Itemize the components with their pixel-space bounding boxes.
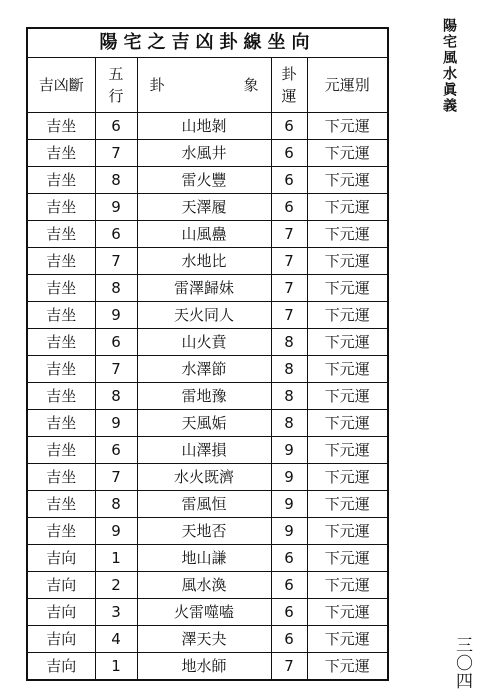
header-judgment: 吉凶斷: [27, 58, 95, 113]
cell-judgment: 吉坐: [27, 464, 95, 491]
cell-era: 下元運: [307, 518, 388, 545]
cell-period: 9: [271, 437, 307, 464]
cell-judgment: 吉坐: [27, 275, 95, 302]
cell-element: 1: [95, 545, 137, 572]
cell-element: 7: [95, 140, 137, 167]
cell-hexagram: 雷火豐: [137, 167, 271, 194]
cell-judgment: 吉坐: [27, 491, 95, 518]
cell-period: 6: [271, 113, 307, 140]
cell-hexagram: 天地否: [137, 518, 271, 545]
cell-period: 6: [271, 140, 307, 167]
cell-era: 下元運: [307, 329, 388, 356]
cell-judgment: 吉坐: [27, 437, 95, 464]
cell-period: 6: [271, 599, 307, 626]
cell-element: 8: [95, 491, 137, 518]
header-element: [95, 58, 137, 113]
table-row: [27, 491, 388, 518]
table-row: [27, 248, 388, 275]
cell-hexagram: 山澤損: [137, 437, 271, 464]
cell-period: 6: [271, 194, 307, 221]
cell-judgment: 吉坐: [27, 356, 95, 383]
cell-hexagram: 水澤節: [137, 356, 271, 383]
cell-period: 7: [271, 275, 307, 302]
header-hexagram-char-1: 卦: [149, 76, 165, 94]
cell-judgment: 吉向: [27, 626, 95, 653]
cell-era: 下元運: [307, 545, 388, 572]
cell-element: 9: [95, 410, 137, 437]
cell-period: 6: [271, 545, 307, 572]
cell-hexagram: 天澤履: [137, 194, 271, 221]
table-title: 陽宅之吉凶卦線坐向: [27, 28, 388, 58]
cell-hexagram: 雷地豫: [137, 383, 271, 410]
cell-hexagram: 水風井: [137, 140, 271, 167]
table-row: [27, 221, 388, 248]
header-element-char-1: 五: [108, 65, 124, 83]
cell-era: 下元運: [307, 626, 388, 653]
cell-judgment: 吉坐: [27, 221, 95, 248]
cell-judgment: 吉坐: [27, 383, 95, 410]
cell-era: 下元運: [307, 248, 388, 275]
cell-judgment: 吉向: [27, 599, 95, 626]
header-element-char-2: 行: [108, 87, 124, 105]
cell-judgment: 吉坐: [27, 194, 95, 221]
header-hexagram: [137, 58, 271, 113]
table-title-row: [27, 28, 388, 58]
cell-era: 下元運: [307, 599, 388, 626]
header-period-char-2: 運: [281, 87, 297, 105]
cell-period: 9: [271, 518, 307, 545]
cell-era: 下元運: [307, 167, 388, 194]
cell-period: 7: [271, 302, 307, 329]
cell-element: 3: [95, 599, 137, 626]
cell-hexagram: 山地剝: [137, 113, 271, 140]
cell-hexagram: 地水師: [137, 653, 271, 681]
table-row: [27, 545, 388, 572]
cell-judgment: 吉坐: [27, 410, 95, 437]
cell-period: 7: [271, 653, 307, 681]
cell-hexagram: 山火賁: [137, 329, 271, 356]
cell-era: 下元運: [307, 437, 388, 464]
header-period-char-1: 卦: [281, 65, 297, 83]
cell-judgment: 吉坐: [27, 518, 95, 545]
cell-era: 下元運: [307, 464, 388, 491]
cell-element: 1: [95, 653, 137, 681]
cell-era: 下元運: [307, 113, 388, 140]
cell-element: 4: [95, 626, 137, 653]
cell-hexagram: 澤天夬: [137, 626, 271, 653]
cell-period: 8: [271, 410, 307, 437]
table-row: [27, 599, 388, 626]
cell-hexagram: 風水渙: [137, 572, 271, 599]
cell-element: 8: [95, 167, 137, 194]
table-row: [27, 113, 388, 140]
cell-era: 下元運: [307, 356, 388, 383]
cell-period: 6: [271, 167, 307, 194]
table-row: [27, 572, 388, 599]
cell-element: 9: [95, 194, 137, 221]
cell-element: 8: [95, 275, 137, 302]
cell-hexagram: 雷風恒: [137, 491, 271, 518]
cell-period: 7: [271, 248, 307, 275]
cell-element: 7: [95, 464, 137, 491]
table-row: [27, 302, 388, 329]
cell-era: 下元運: [307, 302, 388, 329]
table-row: [27, 140, 388, 167]
cell-hexagram: 雷澤歸妹: [137, 275, 271, 302]
cell-period: 6: [271, 572, 307, 599]
cell-period: 7: [271, 221, 307, 248]
table-row: [27, 356, 388, 383]
cell-hexagram: 火雷噬嗑: [137, 599, 271, 626]
cell-era: 下元運: [307, 653, 388, 681]
cell-era: 下元運: [307, 194, 388, 221]
cell-hexagram: 水火既濟: [137, 464, 271, 491]
cell-hexagram: 天風姤: [137, 410, 271, 437]
cell-hexagram: 水地比: [137, 248, 271, 275]
cell-era: 下元運: [307, 410, 388, 437]
running-title: 陽宅風水眞義: [441, 18, 457, 114]
cell-era: 下元運: [307, 491, 388, 518]
cell-judgment: 吉向: [27, 545, 95, 572]
cell-judgment: 吉坐: [27, 302, 95, 329]
cell-element: 8: [95, 383, 137, 410]
cell-element: 7: [95, 356, 137, 383]
header-row: [27, 58, 388, 113]
cell-element: 6: [95, 113, 137, 140]
cell-era: 下元運: [307, 383, 388, 410]
table-row: [27, 410, 388, 437]
cell-era: 下元運: [307, 140, 388, 167]
table-row: [27, 167, 388, 194]
cell-judgment: 吉坐: [27, 167, 95, 194]
cell-element: 6: [95, 437, 137, 464]
table-row: [27, 275, 388, 302]
header-hex-period: [271, 58, 307, 113]
cell-judgment: 吉坐: [27, 329, 95, 356]
table-row: [27, 194, 388, 221]
cell-judgment: 吉坐: [27, 248, 95, 275]
cell-period: 9: [271, 491, 307, 518]
cell-period: 8: [271, 383, 307, 410]
table-row: [27, 329, 388, 356]
header-hexagram-char-2: 象: [243, 76, 259, 94]
table-row: [27, 464, 388, 491]
cell-period: 9: [271, 464, 307, 491]
table-row: [27, 518, 388, 545]
cell-hexagram: 山風蠱: [137, 221, 271, 248]
cell-era: 下元運: [307, 221, 388, 248]
cell-judgment: 吉向: [27, 572, 95, 599]
cell-period: 8: [271, 329, 307, 356]
table-row: [27, 626, 388, 653]
cell-era: 下元運: [307, 275, 388, 302]
cell-element: 6: [95, 221, 137, 248]
cell-element: 7: [95, 248, 137, 275]
cell-hexagram: 天火同人: [137, 302, 271, 329]
header-era: 元運別: [307, 58, 388, 113]
cell-element: 2: [95, 572, 137, 599]
page-number: 三〇四: [452, 636, 472, 690]
table-row: [27, 437, 388, 464]
cell-judgment: 吉坐: [27, 113, 95, 140]
cell-element: 9: [95, 302, 137, 329]
cell-element: 6: [95, 329, 137, 356]
cell-era: 下元運: [307, 572, 388, 599]
table-row: [27, 653, 388, 681]
cell-hexagram: 地山謙: [137, 545, 271, 572]
cell-period: 8: [271, 356, 307, 383]
cell-period: 6: [271, 626, 307, 653]
cell-judgment: 吉坐: [27, 140, 95, 167]
cell-judgment: 吉向: [27, 653, 95, 681]
direction-table: [26, 27, 389, 681]
cell-element: 9: [95, 518, 137, 545]
table-row: [27, 383, 388, 410]
